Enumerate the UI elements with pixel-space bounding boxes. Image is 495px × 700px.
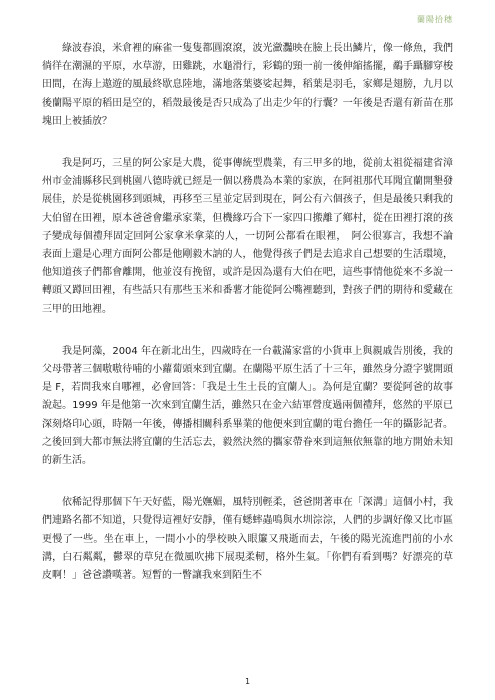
running-header: 蘭陽拾穗 [417, 15, 453, 24]
paragraph-3: 我是阿藻，2004 年在新北出生，四歲時在一台載滿家當的小貨車上與親戚告別後，我的父母帶著三個嗷嗷待哺的小蘿蔔頭來到宜蘭。在蘭陽平原生活了十三年，雖然身分證字號開頭是 F，若問我來自哪裡，必會回答：「我是土生土長的宜蘭人」。為何是宜蘭？要從阿爸的故事說起。1999 年是他第一次來到宜蘭生活，雖然只在金六結軍營度過兩個禮拜，悠然的平原已深刻烙印心頭，時隔一年後，傳播相關科系畢業的他便來到宜蘭的電台擔任一年的攝影記者。之後回到大都市無法將宜蘭的生活忘去，毅然決然的攜家帶眷來到這無依無靠的地方開始未知的新生活。 [42, 345, 453, 467]
paragraph-2: 我是阿巧，三星的阿公家是大農，從事傳統型農業，有三甲多的地，從前太祖從福建省漳州市金浦縣移民到桃園八德時就已經是一個以務農為本業的家族，在阿祖那代耳聞宜蘭開墾發展佳，於是從桃園移到頭城，再移至三星並定居到現在，阿公有六個孩子，但是最後只剩我的大伯留在田裡，原本爸爸會繼承家業，但機緣巧合下一家四口搬離了鄉村，從在田裡打滾的孩子變成每個禮拜固定回阿公家拿米拿菜的人，一切阿公都看在眼裡， 阿公很寡言，我想不論表面上還是心理方面阿公都是他剛毅木訥的人，他覺得孩子們是去追求自己想要的生活環境，他知道孩子們都會離開，他並沒有挽留，或許是因為還有大伯在吧，這些事情他從來不多說一轉頭又蹲回田裡，有些話只有那些玉米和番薯才能從阿公嘴裡聽到，對孩子們的期待和愛藏在三甲的田地裡。 [42, 158, 453, 315]
paragraph-1: 綠波春浪，米倉裡的麻雀一隻隻都圓滾滾，波光瀲灩映在臉上長出鱗片，像一條魚，我們徜徉在潮濕的平原，水草游，田雞跳，水龜滑行，彩鶴的頸一前一後伸縮搖擺，鷸手躡腳穿梭田間，在海上遨遊的風最終歇息陸地，滿地落葉婆娑起舞，稻葉是羽毛，家鄉是翅膀，九月以後蘭陽平原的稻田是空的，稻殼最後是否只成為了出走少年的行囊？一年後是否還有新苗在那塊田上被插放？ [42, 43, 453, 127]
body-text [42, 40, 453, 609]
page-number: 1 [244, 677, 251, 686]
paragraph-4: 依稀記得那個下午天好藍，陽光嫵媚，風特別輕柔，爸爸開著車在「深溝」這個小村，我們連路名都不知道，只覺得這裡好安靜，僅有蟋蟀蟲鳴與水圳淙淙，人們的步調好像又比市區更慢了一些。坐在車上，一間小小的學校映入眼簾又飛逝而去，午後的陽光流進門前的小水溝，白石粼粼，鬱翠的草兒在微風吹拂下展現柔軔，格外生氣。「你們有看到嗎？好漂亮的草皮啊！」爸爸讚嘆著。短暫的一瞥讓我來到陌生不 [42, 497, 453, 582]
